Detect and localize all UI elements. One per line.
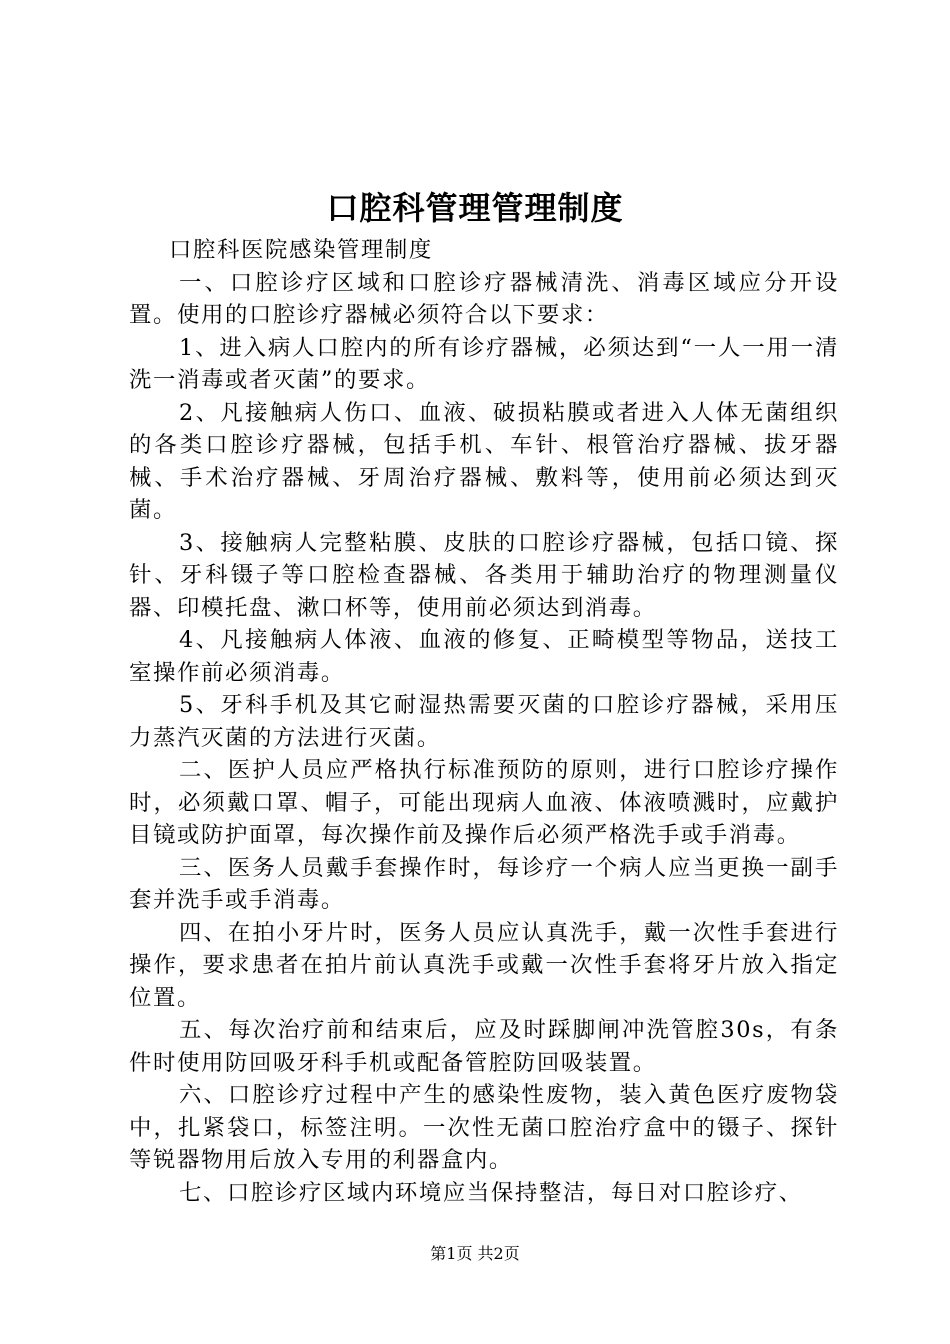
- paragraph-section-6: 六、口腔诊疗过程中产生的感染性废物，装入黄色医疗废物袋中，扎紧袋口，标签注明。一次性无菌口腔治疗盒中的镊子、探针等锐器物用后放入专用的利器盒内。: [129, 1082, 839, 1173]
- paragraph-item-4: 4、凡接触病人体液、血液的修复、正畸模型等物品，送技工室操作前必须消毒。: [129, 627, 839, 686]
- paragraph-item-5: 5、牙科手机及其它耐湿热需要灭菌的口腔诊疗器械，采用压力蒸汽灭菌的方法进行灭菌。: [129, 692, 839, 751]
- paragraph-item-3: 3、接触病人完整粘膜、皮肤的口腔诊疗器械，包括口镜、探针、牙科镊子等口腔检查器械、各类用于辅助治疗的物理测量仪器、印模托盘、漱口杯等，使用前必须达到消毒。: [129, 529, 839, 621]
- document-subtitle: 口腔科医院感染管理制度: [169, 237, 433, 263]
- document-body: [129, 234, 839, 1209]
- paragraph-section-5: 五、每次治疗前和结束后，应及时踩脚闸冲洗管腔30s，有条件时使用防回吸牙科手机或配备管腔防回吸装置。: [129, 1017, 839, 1076]
- document-title: 口腔科管理管理制度: [326, 189, 624, 227]
- paragraph-item-1: 1、进入病人口腔内的所有诊疗器械，必须达到“一人一用一清洗一消毒或者灭菌”的要求。: [129, 334, 839, 393]
- paragraph-section-3: 三、医务人员戴手套操作时，每诊疗一个病人应当更换一副手套并洗手或手消毒。: [129, 854, 839, 913]
- page-footer: 第1页 共2页: [430, 1244, 520, 1263]
- paragraph-section-4: 四、在拍小牙片时，医务人员应认真洗手，戴一次性手套进行操作，要求患者在拍片前认真洗手或戴一次性手套将牙片放入指定位置。: [129, 919, 839, 1011]
- paragraph-section-1: 一、口腔诊疗区域和口腔诊疗器械清洗、消毒区域应分开设置。使用的口腔诊疗器械必须符合以下要求：: [129, 269, 839, 328]
- paragraph-section-2: 二、医护人员应严格执行标准预防的原则，进行口腔诊疗操作时，必须戴口罩、帽子，可能出现病人血液、体液喷溅时，应戴护目镜或防护面罩，每次操作前及操作后必须严格洗手或手消毒。: [129, 757, 839, 848]
- paragraph-item-2: 2、凡接触病人伤口、血液、破损粘膜或者进入人体无菌组织的各类口腔诊疗器械，包括手机、车针、根管治疗器械、拔牙器械、手术治疗器械、牙周治疗器械、敷料等，使用前必须达到灭菌。: [129, 399, 839, 523]
- paragraph-section-7: 七、口腔诊疗区域内环境应当保持整洁，每日对口腔诊疗、: [179, 1179, 803, 1206]
